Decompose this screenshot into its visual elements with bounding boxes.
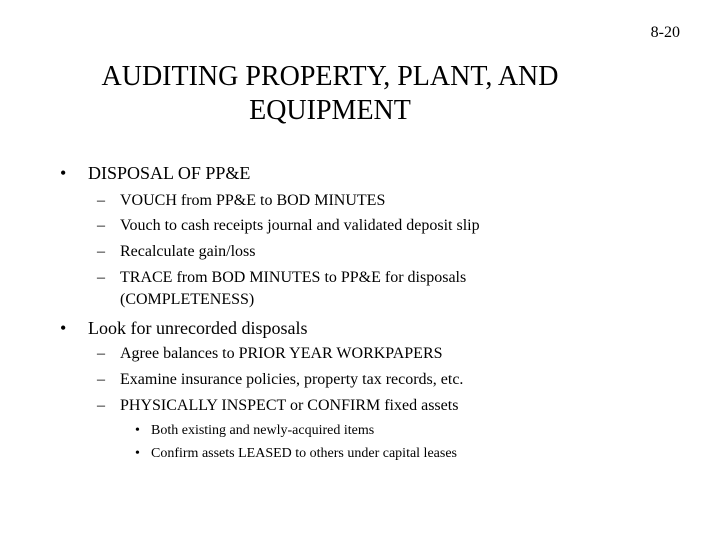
sub-bullet-text: Examine insurance policies, property tax records, etc. [120,371,464,388]
dash-marker: – [97,397,105,414]
sub-bullet-text: TRACE from BOD MINUTES to PP&E for disposals [120,269,467,286]
sub-bullet-text: Agree balances to PRIOR YEAR WORKPAPERS [120,345,443,362]
bullet-marker: • [135,446,140,461]
dash-marker: – [97,243,105,260]
page-number: 8-20 [650,24,680,41]
slide-title-line-1: AUDITING PROPERTY, PLANT, AND [101,61,559,92]
sub-bullet-text: Recalculate gain/loss [120,243,256,260]
dash-marker: – [97,345,105,362]
dash-marker: – [97,217,105,234]
slide-title [50,60,610,128]
sub-sub-bullet-text: Both existing and newly-acquired items [151,423,375,438]
bullet-text: Look for unrecorded disposals [88,318,308,338]
dash-marker: – [97,269,105,286]
dash-marker: – [97,192,105,209]
bullet-marker: • [60,318,67,338]
sub-bullet-text: PHYSICALLY INSPECT or CONFIRM fixed assets [120,397,459,414]
sub-sub-bullet-text: Confirm assets LEASED to others under capital leases [151,446,457,461]
bullet-marker: • [135,423,140,438]
sub-bullet-text: Vouch to cash receipts journal and validated deposit slip [120,217,480,234]
dash-marker: – [97,371,105,388]
bullet-marker: • [60,163,67,183]
sub-bullet-text: VOUCH from PP&E to BOD MINUTES [120,192,386,209]
sub-bullet-trace-continuation: (COMPLETENESS) [120,291,255,308]
bullet-text: DISPOSAL OF PP&E [88,163,251,183]
slide-title-line-2: EQUIPMENT [249,95,411,126]
